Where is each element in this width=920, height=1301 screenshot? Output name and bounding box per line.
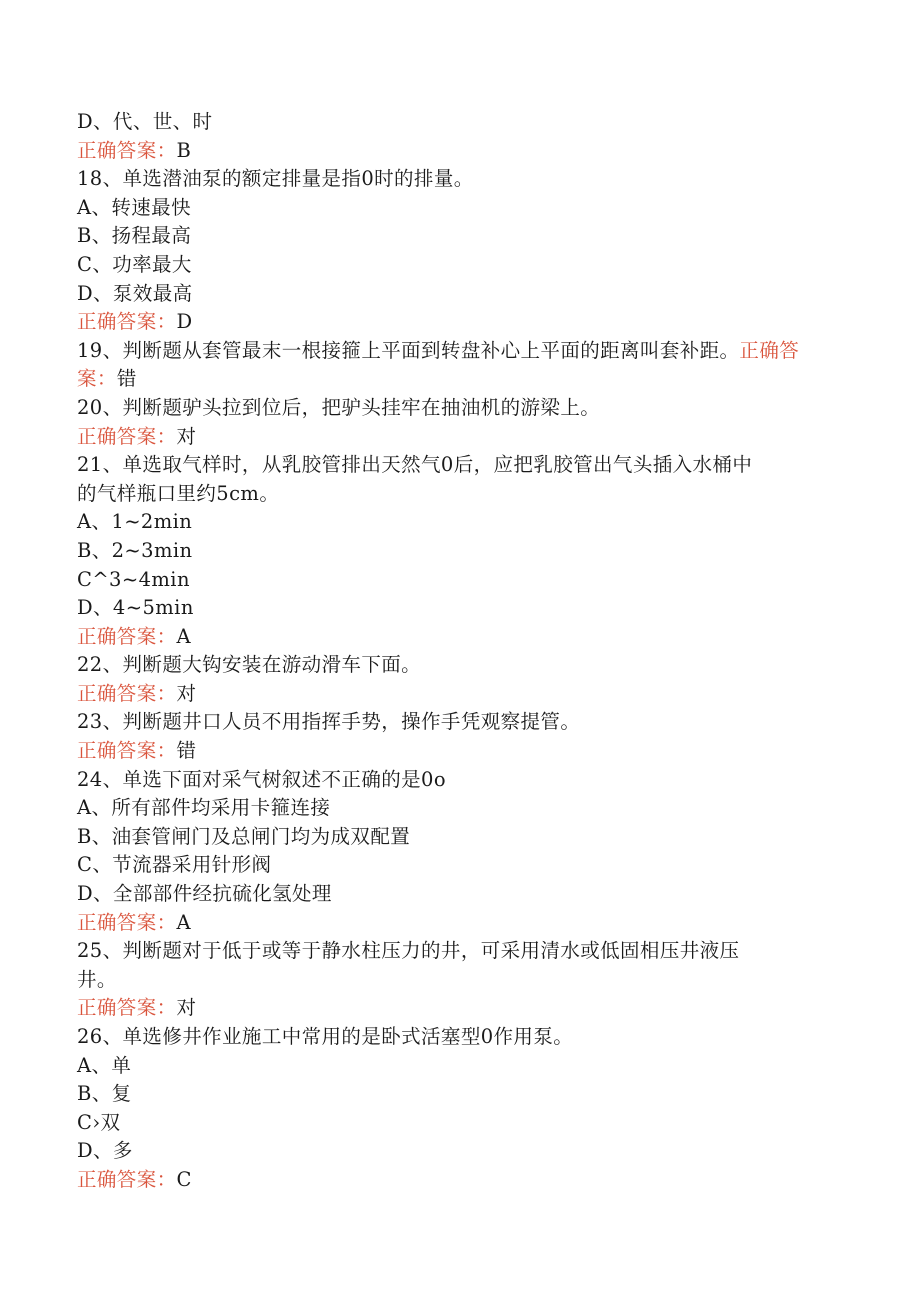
question-document xyxy=(77,108,817,1195)
q21-option-b: B、2~3min xyxy=(77,538,193,562)
q25-answer xyxy=(77,994,817,1023)
q26-stem: 26、单选修井作业施工中常用的是卧式活塞型0作用泵。 xyxy=(77,1025,574,1048)
q18-option-b: B、扬程最高 xyxy=(77,224,192,248)
q20-stem: 20、判断题驴头拉到位后，把驴头挂牢在抽油机的游梁上。 xyxy=(77,395,601,419)
answer-label: 正确答案： xyxy=(77,424,177,448)
q24-option-a: A、所有部件均采用卡箍连接 xyxy=(77,796,331,820)
answer-value: 对 xyxy=(176,996,197,1020)
answer-value: A xyxy=(176,910,191,934)
q22-stem: 22、判断题大钩安装在游动滑车下面。 xyxy=(77,653,422,677)
answer-value: D xyxy=(176,310,193,334)
answer-label: 正确答案： xyxy=(77,681,177,705)
q26-answer xyxy=(77,1166,817,1195)
answer-label: 正确答案： xyxy=(77,739,177,763)
answer-label: 正确答案： xyxy=(77,996,177,1020)
q18-option-d: D、泵效最高 xyxy=(77,281,193,305)
answer-label: 正确答案： xyxy=(77,138,177,162)
q21-stem-line1: 21、单选取气样时，从乳胶管排出天然气0后，应把乳胶管出气头插入水桶中 xyxy=(77,453,753,477)
answer-value: 对 xyxy=(176,681,197,705)
q24-option-d: D、全部部件经抗硫化氢处理 xyxy=(77,882,332,906)
q21-stem-line2: 的气样瓶口里约5cm。 xyxy=(77,481,280,505)
q21-answer xyxy=(77,623,817,652)
answer-value: B xyxy=(176,138,192,162)
answer-label: 正确答案： xyxy=(77,310,177,334)
q24-stem: 24、单选下面对采气树叙述不正确的是0o xyxy=(77,767,446,791)
answer-label: 正确答案： xyxy=(77,910,177,934)
q26-option-b: B、复 xyxy=(77,1082,132,1106)
answer-value: C xyxy=(176,1167,192,1191)
q21-option-a: A、1~2min xyxy=(77,510,193,534)
q24-option-c: C、节流器采用针形阀 xyxy=(77,853,272,877)
q22-answer xyxy=(77,680,817,709)
q23-stem: 23、判断题井口人员不用指挥手势，操作手凭观察提管。 xyxy=(77,710,581,734)
answer-value: 对 xyxy=(176,424,197,448)
answer-label: 正确答案： xyxy=(77,338,800,391)
q18-option-a: A、转速最快 xyxy=(77,195,191,219)
answer-value: A xyxy=(176,624,191,648)
q21-option-c: C^3~4min xyxy=(77,567,190,591)
q17-option-d: D、代、世、时 xyxy=(77,110,213,133)
q25-stem-line1: 25、判断题对于低于或等于静水柱压力的井，可采用清水或低固相压井液压 xyxy=(77,939,740,963)
q24-option-b: B、油套管闸门及总闸门均为成双配置 xyxy=(77,824,411,848)
q26-option-c: C›双 xyxy=(77,1110,121,1134)
q26-option-d: D、多 xyxy=(77,1139,133,1163)
q25-stem-line2: 井。 xyxy=(77,967,117,991)
q19-block xyxy=(77,337,817,394)
q17-answer xyxy=(77,137,817,166)
answer-label: 正确答案： xyxy=(77,624,177,648)
q18-answer xyxy=(77,308,817,337)
q24-answer xyxy=(77,909,817,938)
answer-value: 错 xyxy=(116,367,137,391)
q18-option-c: C、功率最大 xyxy=(77,252,192,276)
q20-answer xyxy=(77,423,817,452)
q21-option-d: D、4~5min xyxy=(77,596,194,620)
q18-stem: 18、单选潜油泵的额定排量是指0时的排量。 xyxy=(77,167,474,191)
q26-option-a: A、单 xyxy=(77,1053,132,1077)
answer-value: 错 xyxy=(176,739,197,763)
q19-stem: 19、判断题从套管最末一根接箍上平面到转盘补心上平面的距离叫套补距。 xyxy=(77,338,740,362)
q23-answer xyxy=(77,737,817,766)
answer-label: 正确答案： xyxy=(77,1167,177,1191)
